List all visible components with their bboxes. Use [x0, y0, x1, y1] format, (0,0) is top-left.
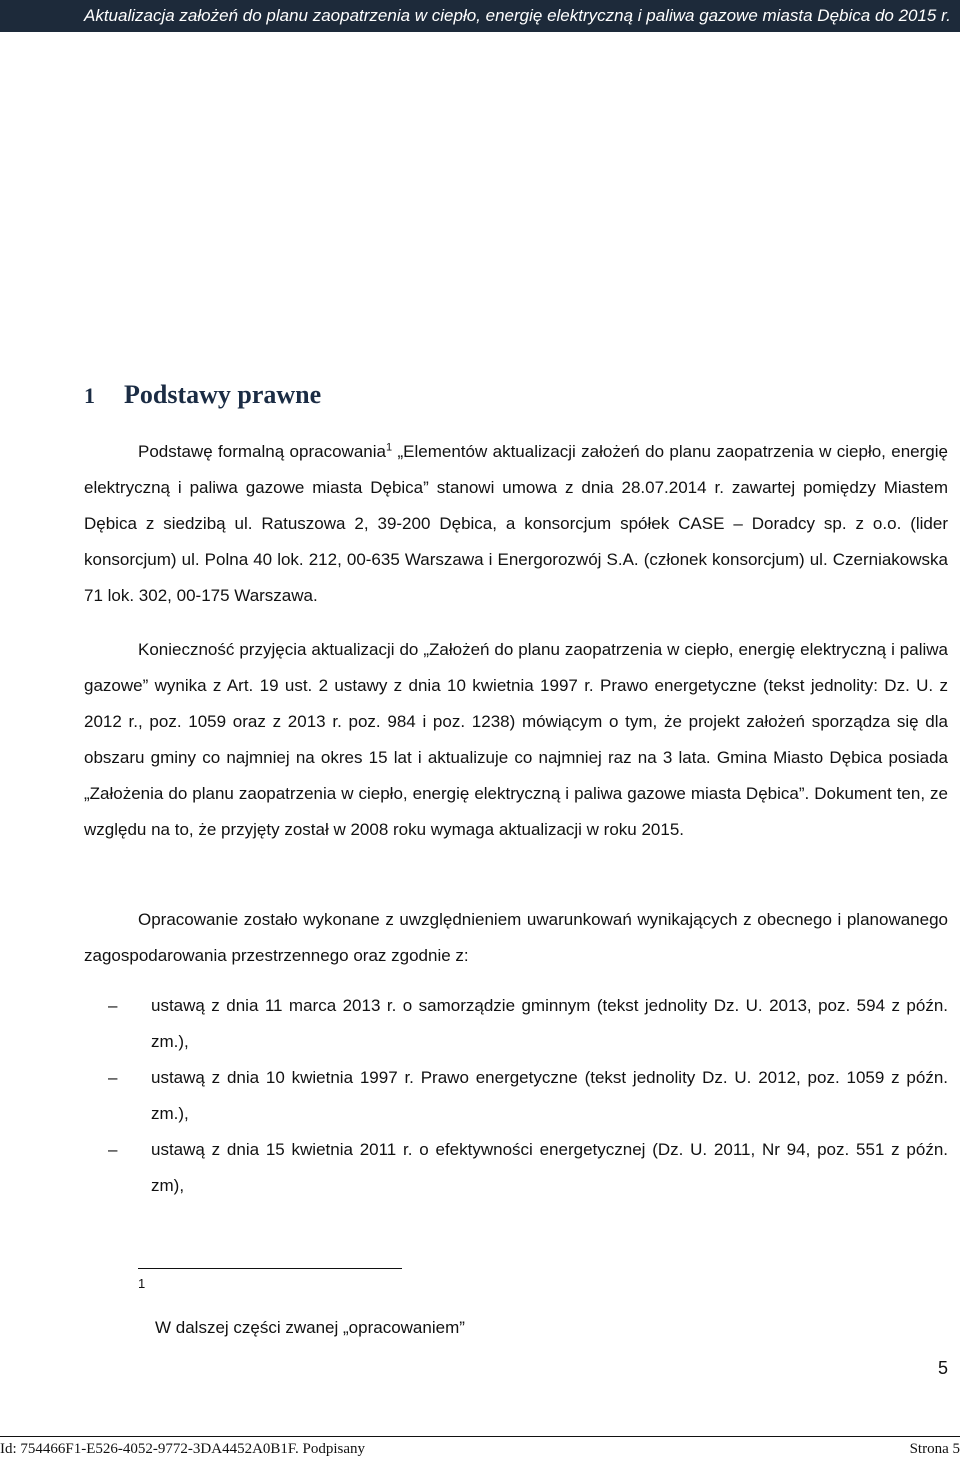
footnote-reference[interactable]: 1 [385, 441, 393, 454]
list-item-text: ustawą z dnia 11 marca 2013 r. o samorządzie gminnym (tekst jednolity Dz. U. 2013, poz. 594 z późn. zm.), [151, 996, 948, 1051]
paragraph-1-start: Podstawę formalną opracowania [138, 442, 386, 461]
paragraph-necessity: Konieczność przyjęcia aktualizacji do „Założeń do planu zaopatrzenia w ciepło, energię elektryczną i paliwa gazowe” wynika z Art. 19 ust. 2 ustawy z dnia 10 kwietnia 1997 r. Prawo energetyczne (tekst jednolity: Dz. U. z 2012 r., poz. 1059 oraz z 2013 r. poz. 984 i poz. 1238) mówiącym o tym, że projekt założeń sporządza się dla obszaru gminy co najmniej na okres 15 lat i aktualizuje co najmniej raz na 3 lata. Gmina Miasto Dębica posiada „Założenia do planu zaopatrzenia w ciepło, energię elektryczną i paliwa gazowe miasta Dębica”. Dokument ten, ze względu na to, że przyjęty został w 2008 roku wymaga aktualizacji w roku 2015. [84, 640, 948, 839]
dash-bullet: – [108, 996, 118, 1015]
footer-divider [0, 1436, 960, 1437]
footnote-number: 1 [138, 1276, 146, 1291]
section-heading [84, 380, 321, 410]
list-item-text: ustawą z dnia 10 kwietnia 1997 r. Prawo energetyczne (tekst jednolity Dz. U. 2012, poz. 1059 z późn. zm.), [151, 1068, 948, 1123]
section-title: Podstawy prawne [124, 380, 322, 409]
list-item [84, 1060, 948, 1132]
legal-acts-list [84, 988, 948, 1204]
list-item-text: ustawą z dnia 15 kwietnia 2011 r. o efektywności energetycznej (Dz. U. 2011, Nr 94, poz. 551 z późn. zm), [151, 1140, 948, 1195]
footnote-divider [138, 1268, 402, 1269]
list-item [84, 988, 948, 1060]
dash-bullet: – [108, 1140, 118, 1159]
section-number: 1 [84, 383, 95, 408]
footer-page-label: Strona 5 [909, 1441, 960, 1457]
paragraph-1-rest: „Elementów aktualizacji założeń do planu zaopatrzenia w ciepło, energię elektryczną i paliwa gazowe miasta Dębica” stanowi umowa z dnia 28.07.2014 r. zawartej pomiędzy Miastem Dębica z siedzibą ul. Ratuszowa 2, 39-200 Dębica, a konsorcjum spółek CASE – Doradcy sp. z o.o. (lider konsorcjum) ul. Polna 40 lok. 212, 00-635 Warszawa i Energorozwój S.A. (członek konsorcjum) ul. Czerniakowska 71 lok. 302, 00-175 Warszawa. [84, 442, 948, 605]
footnote-text: W dalszej części zwanej „opracowaniem” [155, 1318, 465, 1337]
paragraph-scope: Opracowanie zostało wykonane z uwzględnieniem uwarunkowań wynikających z obecnego i planowanego zagospodarowania przestrzennego oraz zgodnie z: [84, 910, 948, 965]
running-header: Aktualizacja założeń do planu zaopatrzenia w ciepło, energię elektryczną i paliwa gazowe miasta Dębica do 2015 r. [0, 0, 960, 32]
footer-document-id: Id: 754466F1-E526-4052-9772-3DA4452A0B1F. Podpisany [0, 1441, 366, 1457]
paragraph-legal-basis [84, 434, 948, 614]
page-number: 5 [937, 1358, 948, 1378]
list-item [84, 1132, 948, 1204]
dash-bullet: – [108, 1068, 118, 1087]
